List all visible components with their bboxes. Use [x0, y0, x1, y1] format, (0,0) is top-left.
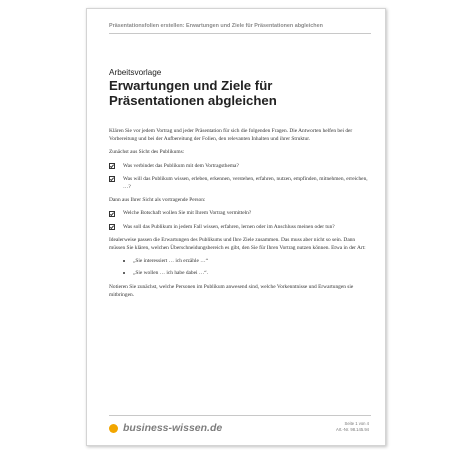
audience-checklist	[109, 162, 371, 192]
document-page	[86, 8, 386, 446]
checklist-item-text: Welche Botschaft wollen Sie mit Ihrem Vortrag vermitteln?	[123, 210, 252, 217]
checked-box-icon	[109, 163, 115, 169]
checklist-item	[109, 175, 371, 191]
running-header: Präsentationsfolien erstellen: Erwartungen und Ziele für Präsentationen abgleichen	[109, 23, 323, 29]
intro-paragraph: Klären Sie vor jedem Vortrag und jeder Präsentation für sich die folgenden Fragen. Die Antworten helfen bei der Vorbereitung und bei der Aufbereitung der Folien, den relevanten Inhalten und ihrer Struktur.	[109, 128, 353, 143]
checklist-item	[109, 162, 371, 170]
page-title: Erwartungen und Ziele für Präsentationen abgleichen	[109, 78, 277, 108]
checked-box-icon	[109, 224, 115, 230]
logo-text: business-wissen.de	[123, 422, 223, 434]
list-item	[109, 257, 371, 265]
article-number: Art.-Nr. 98.145.94	[335, 427, 369, 432]
checked-box-icon	[109, 176, 115, 182]
page-info	[336, 421, 369, 433]
list-item-text: „Sie interessiert … ich erzähle …“	[133, 258, 208, 265]
closing-paragraph: Notieren Sie zunächst, welche Personen im Publikum anwesend sind, welche Vorkenntnisse und Erwartungen sie mitbringen.	[109, 283, 354, 298]
document-body	[109, 127, 371, 304]
bullet-dot-icon	[123, 272, 125, 274]
speaker-lead: Dann aus Ihrer Sicht als vortragende Person:	[109, 197, 206, 204]
checklist-item-text: Was will das Publikum wissen, erleben, erkennen, verstehen, erfahren, nutzen, empfinden, mitnehmen, erreichen, …?	[123, 175, 368, 191]
checklist-item	[109, 209, 371, 217]
footer-divider	[109, 415, 371, 416]
list-item-text: „Sie wollen … ich habe dabei …“.	[133, 270, 208, 277]
checklist-item-text: Was verbindet das Publikum mit dem Vortragsthema?	[123, 162, 239, 169]
checklist-item-text: Was soll das Publikum in jedem Fall wissen, erfahren, lernen oder im Anschluss meinen oder tun?	[123, 223, 335, 230]
checklist-item	[109, 223, 371, 231]
speaker-checklist	[109, 209, 371, 230]
list-item	[109, 269, 371, 277]
ideal-paragraph: Idealerweise passen die Erwartungen des Publikums und Ihre Ziele zusammen. Das muss aber nicht so sein. Dann müssen Sie klären, welchen Überschneidungsbereich es gibt, den Sie für Ihren Vortrag nutzen können. Etwa in der Art:	[109, 236, 366, 252]
logo-dot-icon	[109, 424, 118, 433]
example-list	[109, 257, 371, 277]
bullet-dot-icon	[123, 260, 125, 262]
checked-box-icon	[109, 211, 115, 217]
header-divider	[109, 33, 371, 34]
audience-lead: Zunächst aus Sicht des Publikums:	[109, 149, 185, 156]
page-number: Seite 1 von 4	[344, 421, 369, 426]
document-kicker: Arbeitsvorlage	[109, 68, 162, 77]
brand-logo	[109, 422, 222, 434]
